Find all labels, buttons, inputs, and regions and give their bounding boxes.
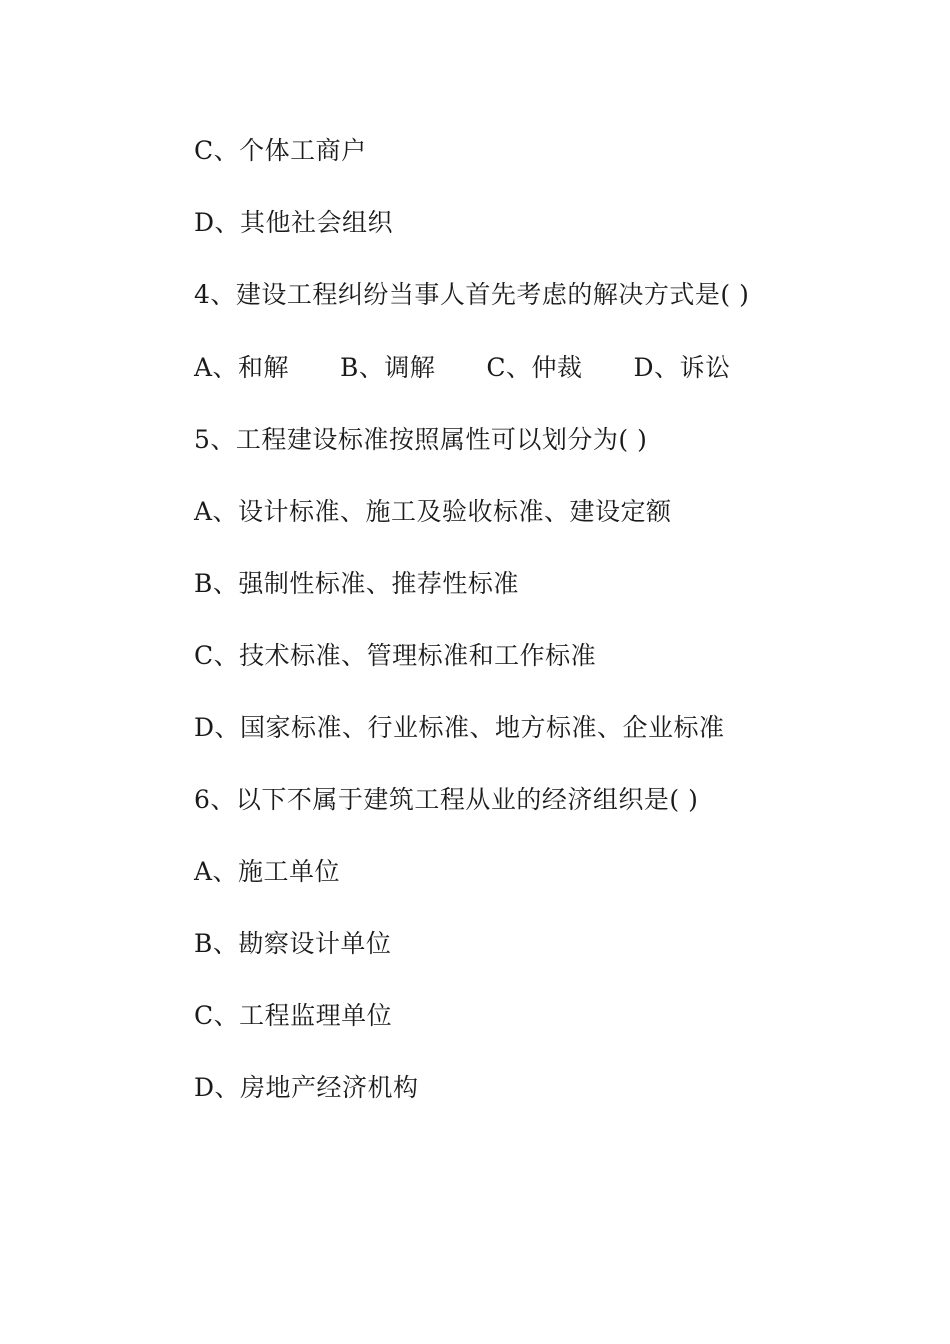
- option-a-q5: A、设计标准、施工及验收标准、建设定额: [194, 497, 672, 526]
- option-c-q3: C、个体工商户: [194, 136, 367, 165]
- option-d-q3: D、其他社会组织: [194, 208, 394, 237]
- question-5: 5、工程建设标准按照属性可以划分为( ): [194, 425, 648, 454]
- option-b-q6: B、勘察设计单位: [194, 929, 392, 958]
- question-4: 4、建设工程纠纷当事人首先考虑的解决方式是( ): [194, 280, 750, 309]
- options-q4: A、和解 B、调解 C、仲裁 D、诉讼: [194, 353, 731, 382]
- option-c-q5: C、技术标准、管理标准和工作标准: [194, 641, 597, 670]
- option-d-q6: D、房地产经济机构: [194, 1073, 419, 1102]
- question-6: 6、以下不属于建筑工程从业的经济组织是( ): [194, 785, 699, 814]
- option-b-q5: B、强制性标准、推荐性标准: [194, 569, 519, 598]
- option-c-q6: C、工程监理单位: [194, 1001, 393, 1030]
- option-d-q5: D、国家标准、行业标准、地方标准、企业标准: [194, 713, 725, 742]
- option-a-q6: A、施工单位: [194, 857, 341, 886]
